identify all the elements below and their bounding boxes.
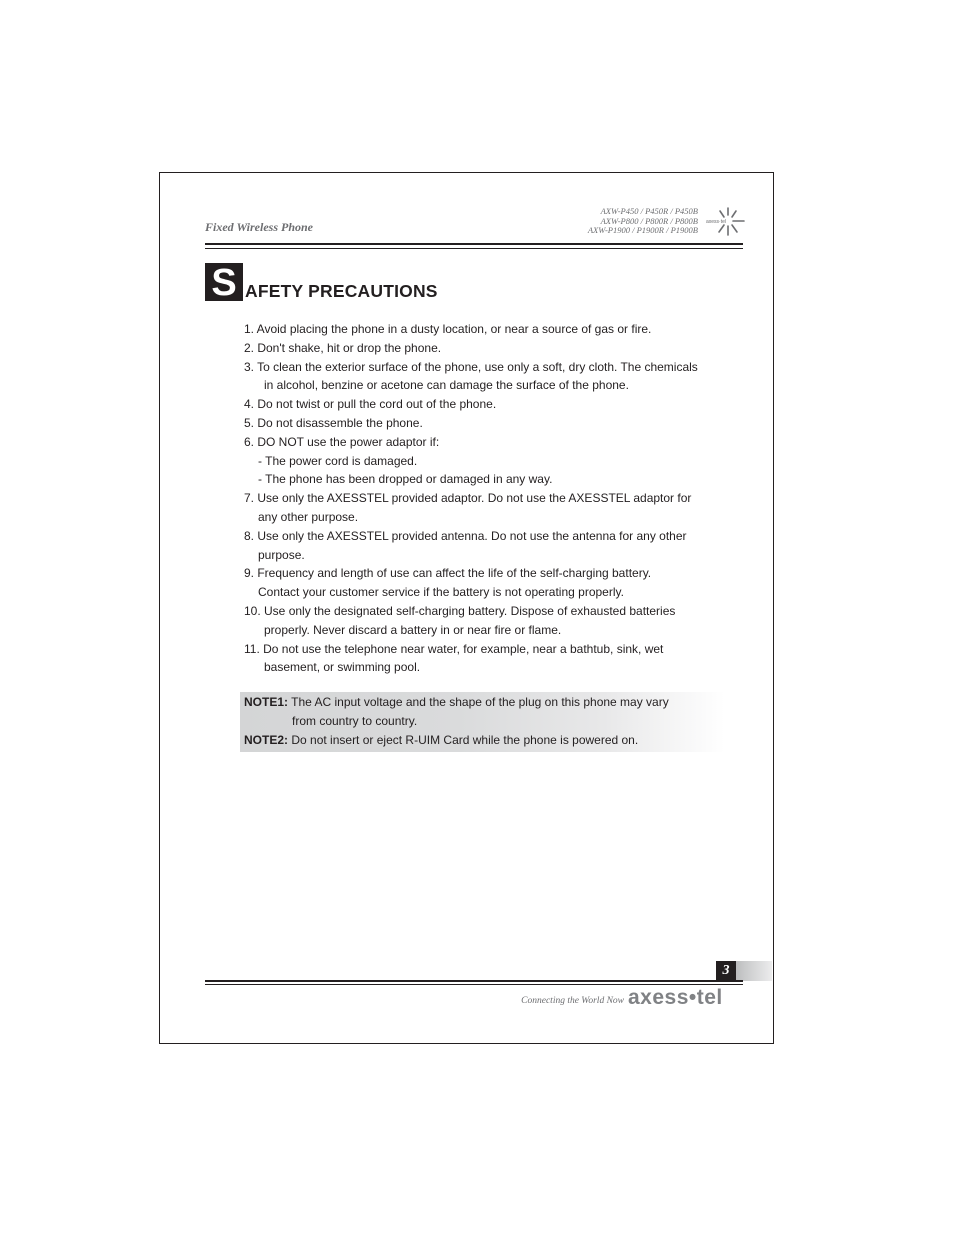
list-item: 11. Do not use the telephone near water, for example, near a bathtub, sink, wet [244,641,664,656]
list-item: in alcohol, benzine or acetone can damage the surface of the phone. [264,378,629,393]
header-title: Fixed Wireless Phone [205,220,314,234]
list-item: - The phone has been dropped or damaged in any way. [258,472,553,487]
list-item: - The power cord is damaged. [258,453,418,468]
note1-continued: from country to country. [292,714,418,728]
list-item: 1. Avoid placing the phone in a dusty location, or near a source of gas or fire. [244,322,652,336]
header-rule-thick [205,243,743,245]
model-line: AXW-P450 / P450R / P450B [600,206,698,216]
list-item: purpose. [258,547,305,562]
notes-box [240,692,725,752]
list-item: 4. Do not twist or pull the cord out of the phone. [244,397,497,412]
model-line: AXW-P1900 / P1900R / P1900B [587,225,698,235]
list-item: properly. Never discard a battery in or near fire or flame. [264,622,562,637]
section-initial: S [205,263,243,301]
list-item: 8. Use only the AXESSTEL provided antenna. Do not use the antenna for any other [244,528,687,543]
model-list [540,207,698,236]
list-item: Contact your customer service if the battery is not operating properly. [258,585,624,600]
list-item: 3. To clean the exterior surface of the phone, use only a soft, dry cloth. The chemicals [244,359,698,374]
footer-tagline: Connecting the World Now [521,996,624,1006]
section-heading: AFETY PRECAUTIONS [245,281,438,301]
note1-text: The AC input voltage and the shape of the plug on this phone may vary [291,695,669,709]
list-item: 9. Frequency and length of use can affect the life of the self-charging battery. [244,566,652,581]
list-item: basement, or swimming pool. [264,660,421,675]
list-item: 2. Don't shake, hit or drop the phone. [244,340,442,355]
list-item: 6. DO NOT use the power adaptor if: [244,434,440,449]
logo-small-text: axess·tel [706,219,727,225]
note1 [244,693,669,712]
precautions-list [244,320,734,677]
list-item: any other purpose. [258,509,359,524]
footer-brand-logo: axess•tel [628,986,723,1009]
axesstel-burst-logo [706,204,746,240]
list-item: 7. Use only the AXESSTEL provided adaptor. Do not use the AXESSTEL adaptor for [244,491,692,506]
note2 [244,731,638,750]
list-item: 5. Do not disassemble the phone. [244,415,423,430]
header-rule-thin [205,248,743,249]
page-number: 3 [716,961,736,981]
model-line: AXW-P800 / P800R / P800B [600,215,698,226]
note1-label: NOTE1: [244,695,289,709]
footer-rule-thin [205,984,743,985]
footer-rule-thick [205,980,743,982]
note2-text: Do not insert or eject R-UIM Card while the phone is powered on. [291,733,639,747]
note2-label: NOTE2: [244,733,289,747]
list-item: 10. Use only the designated self-charging battery. Dispose of exhausted batteries [244,603,676,618]
